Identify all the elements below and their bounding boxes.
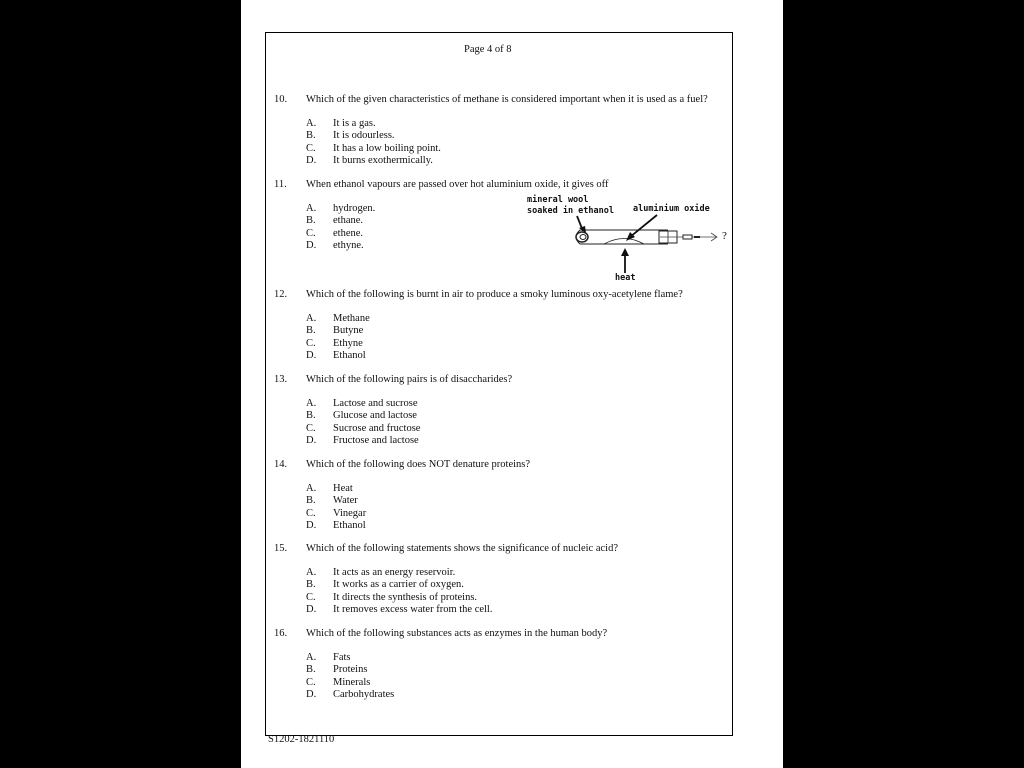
option-letter: C. <box>306 227 316 239</box>
option-text: hydrogen. <box>333 203 376 214</box>
question-text: When ethanol vapours are passed over hot aluminium oxide, it gives off <box>306 179 609 190</box>
option-text: Minerals <box>333 676 371 688</box>
label-aluminium-oxide: aluminium oxide <box>633 204 710 214</box>
question-number: 13. <box>274 374 288 385</box>
label-unknown-product: ? <box>722 230 727 242</box>
question-number: 15. <box>274 543 288 554</box>
option-letter: D. <box>306 689 317 701</box>
option-letter: B. <box>306 664 316 676</box>
option-text: Glucose and lactose <box>333 410 417 422</box>
option-letter: C. <box>306 142 316 154</box>
option-letter: A. <box>306 652 317 663</box>
question-number: 16. <box>274 628 288 639</box>
option-letter: B. <box>306 130 316 142</box>
option-text: It acts as an energy reservoir. <box>333 567 456 578</box>
option-letter: A. <box>306 203 317 214</box>
option-text: Water <box>333 495 358 507</box>
option-letter: B. <box>306 495 316 507</box>
option-letter: B. <box>306 579 316 591</box>
apparatus-diagram <box>520 193 735 285</box>
option-text: It removes excess water from the cell. <box>333 604 493 616</box>
option-text: Butyne <box>333 325 364 337</box>
option-letter: A. <box>306 567 317 578</box>
page-number-label: Page 4 of 8 <box>464 44 512 55</box>
question-number: 12. <box>274 289 288 300</box>
option-letter: C. <box>306 422 316 434</box>
question-text: Which of the given characteristics of methane is considered important when it is used as a fuel? <box>306 94 708 105</box>
option-letter: C. <box>306 337 316 349</box>
option-letter: D. <box>306 155 317 167</box>
option-text: ethane. <box>333 215 364 227</box>
question-number: 11. <box>274 179 287 190</box>
question-text: Which of the following pairs is of disaccharides? <box>306 374 513 385</box>
question-text: Which of the following is burnt in air to produce a smoky luminous oxy-acetylene flame? <box>306 289 683 300</box>
option-text: Ethanol <box>333 350 366 362</box>
option-letter: C. <box>306 676 316 688</box>
test-tube-apparatus-icon <box>520 193 735 285</box>
option-text: Proteins <box>333 664 368 676</box>
option-text: It has a low boiling point. <box>333 142 441 154</box>
option-letter: B. <box>306 215 316 227</box>
option-text: It is odourless. <box>333 130 395 142</box>
question-text: Which of the following statements shows the significance of nucleic acid? <box>306 543 618 554</box>
document-code-footer: S1202-1821110 <box>268 734 335 745</box>
option-letter: C. <box>306 507 316 519</box>
option-text: Fructose and lactose <box>333 435 419 447</box>
option-text: ethene. <box>333 227 364 239</box>
option-letter: A. <box>306 398 317 409</box>
option-text: It is a gas. <box>333 118 376 129</box>
option-letter: A. <box>306 118 317 129</box>
label-heat: heat <box>615 273 636 283</box>
option-text: Vinegar <box>333 507 367 519</box>
option-letter: D. <box>306 350 317 362</box>
option-text: Carbohydrates <box>333 689 395 701</box>
option-letter: D. <box>306 520 317 532</box>
option-letter: D. <box>306 604 317 616</box>
option-letter: C. <box>306 591 316 603</box>
option-text: Ethyne <box>333 337 363 349</box>
option-letter: D. <box>306 435 317 447</box>
question-text: Which of the following substances acts as enzymes in the human body? <box>306 628 608 639</box>
option-letter: A. <box>306 483 317 494</box>
option-text: It directs the synthesis of proteins. <box>333 591 478 603</box>
question-text: Which of the following does NOT denature proteins? <box>306 459 531 470</box>
option-letter: A. <box>306 313 317 324</box>
option-text: Ethanol <box>333 520 366 532</box>
option-text: It works as a carrier of oxygen. <box>333 579 464 591</box>
option-text: Lactose and sucrose <box>333 398 418 409</box>
option-text: Heat <box>333 483 353 494</box>
option-letter: D. <box>306 240 317 252</box>
option-text: ethyne. <box>333 240 364 252</box>
option-letter: B. <box>306 410 316 422</box>
label-mineral-wool: mineral wool <box>527 195 589 205</box>
option-letter: B. <box>306 325 316 337</box>
question-number: 10. <box>274 94 288 105</box>
option-text: Methane <box>333 313 370 324</box>
label-soaked-in-ethanol: soaked in ethanol <box>527 206 614 216</box>
option-text: It burns exothermically. <box>333 155 433 167</box>
option-text: Sucrose and fructose <box>333 422 421 434</box>
question-number: 14. <box>274 459 288 470</box>
option-text: Fats <box>333 652 351 663</box>
